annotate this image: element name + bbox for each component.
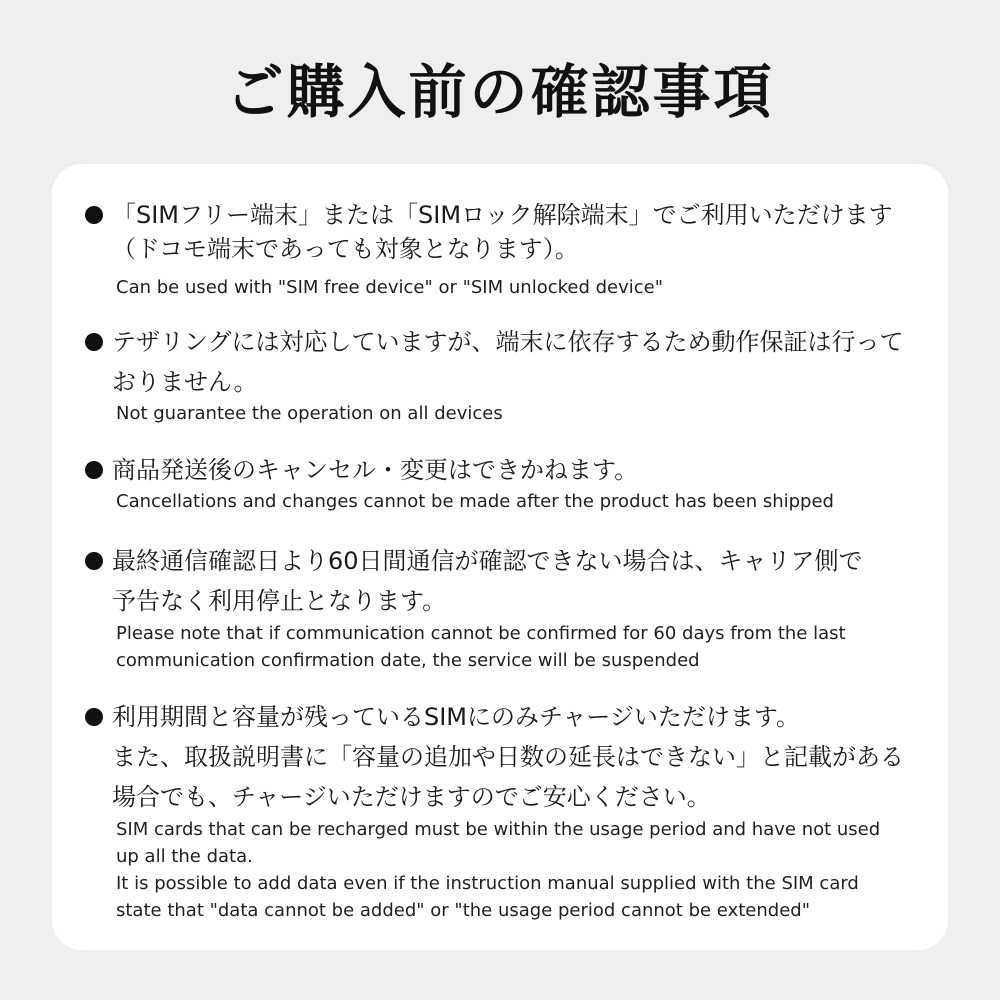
- notice-en-line: Not guarantee the operation on all devices: [116, 403, 503, 424]
- notice-jp-line: 商品発送後のキャンセル・変更はできかねます。: [112, 456, 639, 484]
- notice-jp-line: 場合でも、チャージいただけますのでご安心ください。: [112, 783, 711, 811]
- page-title: ご購入前の確認事項: [225, 58, 775, 126]
- notice-en-line: Can be used with "SIM free device" or "SIM unlocked device": [116, 277, 664, 298]
- notice-jp-line: 利用期間と容量が残っているSIMにのみチャージいただけます。: [112, 703, 800, 731]
- notice-en-line: Please note that if communication cannot be confirmed for 60 days from the last: [116, 623, 846, 644]
- notice-jp-line: 「SIMフリー端末」または「SIMロック解除端末」でご利用いただけます: [112, 201, 893, 229]
- bullet-icon: [85, 461, 103, 479]
- notice-en-line: SIM cards that can be recharged must be within the usage period and have not used: [116, 819, 881, 840]
- notice-en-line: communication confirmation date, the service will be suspended: [116, 650, 700, 671]
- notice-jp-line: 予告なく利用停止となります。: [112, 587, 447, 615]
- notice-en-line: state that "data cannot be added" or "the usage period cannot be extended": [116, 900, 810, 921]
- bullet-icon: [85, 708, 103, 726]
- notice-jp-line: （ドコモ端末であっても対象となります）。: [112, 235, 579, 263]
- notice-jp-line: 最終通信確認日より60日間通信が確認できない場合は、キャリア側で: [112, 547, 863, 575]
- notice-en-line: up all the data.: [116, 846, 253, 867]
- bullet-icon: [85, 552, 103, 570]
- notice-en-line: It is possible to add data even if the instruction manual supplied with the SIM card: [116, 873, 859, 894]
- notice-jp-line: おりません。: [112, 368, 258, 396]
- notice-jp-line: テザリングには対応していますが、端末に依存するため動作保証は行って: [112, 328, 904, 356]
- bullet-icon: [85, 333, 103, 351]
- notice-card: [52, 164, 948, 950]
- notice-en-line: Cancellations and changes cannot be made after the product has been shipped: [116, 491, 834, 512]
- notice-jp-line: また、取扱説明書に「容量の追加や日数の延長はできない」と記載がある: [112, 743, 904, 771]
- bullet-icon: [85, 206, 103, 224]
